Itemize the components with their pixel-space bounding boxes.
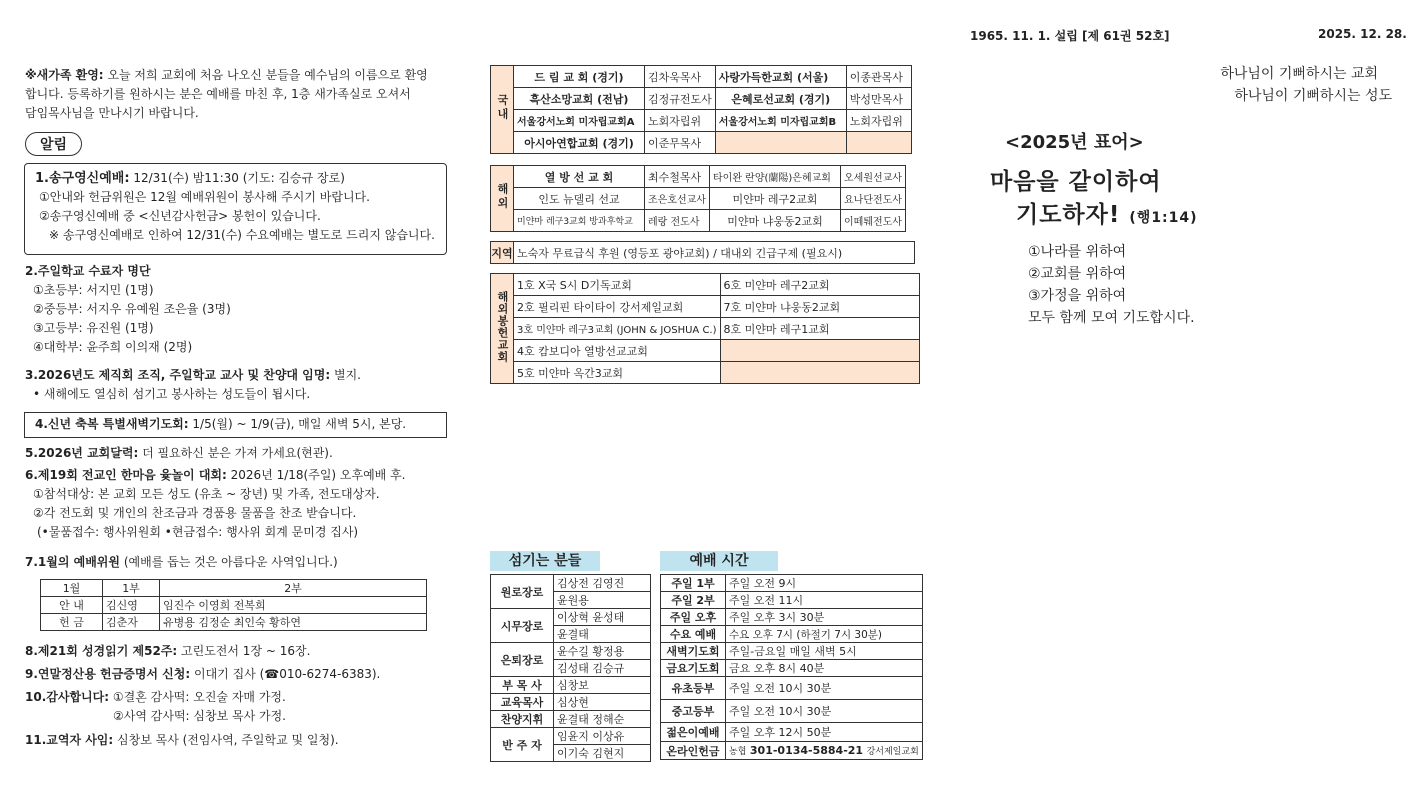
overseas-church: 미얀마 레구3교회 방과후학교 — [514, 210, 645, 232]
server-role: 원로장로 — [491, 575, 554, 609]
domestic-church: 서울강서노회 미자립교회A — [514, 110, 645, 132]
service-time: 주일 오전 10시 30분 — [726, 700, 923, 723]
notice-6-b: ②각 전도회 및 개인의 찬조금과 경품용 물품을 찬조 받습니다. — [33, 506, 357, 520]
notice-3-title: 3.2026년도 제직회 조직, 주일학교 교사 및 찬양대 임명: — [25, 368, 331, 382]
prayer-item: ①나라를 위하여 — [1028, 244, 1127, 260]
server-role: 시무장로 — [491, 609, 554, 643]
overseas-missionary: 오세원선교사 — [841, 166, 906, 188]
motto-line1: 하나님이 기뻐하시는 교회 — [1220, 66, 1378, 82]
service-time: 금요 오후 8시 40분 — [726, 660, 923, 677]
notice-8-title: 8.제21회 성경읽기 제52주: — [25, 644, 178, 658]
ws-p2: 임진수 이영희 전복희 — [160, 597, 427, 614]
mission-church: 6호 미얀마 레구2교회 — [720, 274, 919, 296]
ws-role: 안 내 — [41, 597, 103, 614]
server-names: 윤수길 황정용 — [554, 643, 651, 660]
servers-title: 섬기는 분들 — [490, 551, 600, 571]
ws-header-1: 1부 — [103, 580, 160, 597]
notice-4-text: 1/5(월) ~ 1/9(금), 매일 새벽 5시, 본당. — [192, 417, 407, 431]
welcome-section — [25, 66, 450, 123]
online-owner: 강서제일교회 — [866, 747, 919, 757]
notice-2-a: ①초등부: 서지민 (1명) — [33, 283, 154, 297]
domestic-pastor: 이종관목사 — [846, 66, 911, 88]
server-names: 심창보 — [554, 677, 651, 694]
online-account: 301-0134-5884-21 — [749, 744, 864, 757]
region-text: 노숙자 무료급식 후원 (영등포 광야교회) / 대내외 긴급구제 (필요시) — [514, 242, 915, 264]
domestic-pastor: 노회자립위 — [846, 110, 911, 132]
overseas-church: 타이완 란양(蘭陽)은혜교회 — [710, 166, 841, 188]
notice-10-title: 10.감사합니다: — [25, 690, 110, 704]
domestic-pastor: 이준무목사 — [645, 132, 716, 154]
notice-7-title: 7.1월의 예배위원 — [25, 555, 120, 569]
service-times-table — [660, 574, 923, 760]
service-name: 새벽기도회 — [661, 643, 726, 660]
domestic-church: 사랑가득한교회 (서울) — [715, 66, 846, 88]
motto-main-2-text: 기도하자! — [1016, 202, 1121, 228]
notice-5-title: 5.2026년 교회달력: — [25, 446, 139, 460]
mission-church: 1호 X국 S시 D기독교회 — [514, 274, 721, 296]
notice-8-11 — [25, 642, 450, 750]
server-names: 이기숙 김현지 — [554, 745, 651, 762]
notice-1-box — [24, 163, 447, 255]
notice-3-text: 별지. — [334, 368, 361, 382]
notice-2 — [25, 262, 450, 357]
mission-church: 8호 미얀마 레구1교회 — [720, 318, 919, 340]
service-name: 주일 1부 — [661, 575, 726, 592]
domestic-pastor: 김정규전도사 — [645, 88, 716, 110]
servers-table — [490, 574, 651, 762]
notice-9-text: 이대기 집사 (☎010-6274-6383). — [194, 667, 381, 681]
service-name: 수요 예배 — [661, 626, 726, 643]
service-time: 주일-금요일 매일 새벽 5시 — [726, 643, 923, 660]
ws-p2: 유병용 김정순 최인숙 황하연 — [160, 614, 427, 631]
region-label: 지역 — [491, 242, 514, 264]
welcome-line1: 오늘 저희 교회에 처음 나오신 분들을 예수님의 이름으로 환영 — [107, 68, 428, 82]
notice-2-d: ④대학부: 윤주희 이의재 (2명) — [33, 340, 193, 354]
welcome-line3: 담임목사님을 만나시기 바랍니다. — [25, 106, 199, 120]
service-time: 주일 오후 3시 30분 — [726, 609, 923, 626]
server-role: 반 주 자 — [491, 728, 554, 762]
notice-6-title: 6.제19회 전교인 한마음 윷놀이 대회: — [25, 468, 227, 482]
notice-5-text: 더 필요하신 분은 가져 가세요(현관). — [142, 446, 333, 460]
notice-10-b: ②사역 감사떡: 심창보 목사 가정. — [113, 709, 286, 723]
mission-churches-label: 해외봉헌교회 — [496, 291, 509, 363]
notice-1-a: ①안내와 헌금위원은 12월 예배위원이 봉사해 주시기 바랍니다. — [39, 190, 370, 204]
service-name: 유초등부 — [661, 677, 726, 700]
notice-label: 알림 — [25, 132, 82, 156]
overseas-missionary: 이떼퉤전도사 — [841, 210, 906, 232]
notice-7-text: (예배를 돕는 것은 아름다운 사역입니다.) — [123, 555, 338, 569]
server-names: 윤결태 — [554, 626, 651, 643]
domestic-pastor: 노회자립위 — [645, 110, 716, 132]
region-table — [490, 241, 915, 264]
notice-3 — [25, 366, 450, 404]
domestic-pastor: 박성만목사 — [846, 88, 911, 110]
notice-2-title: 2.주일학교 수료자 명단 — [25, 264, 151, 278]
service-time: 주일 오전 10시 30분 — [726, 677, 923, 700]
domestic-pastor-empty — [846, 132, 911, 154]
domestic-mission-table — [490, 65, 912, 154]
server-names: 임윤지 이상유 — [554, 728, 651, 745]
domestic-pastor: 김차욱목사 — [645, 66, 716, 88]
prayer-item: ③가정을 위하여 — [1028, 288, 1127, 304]
worship-staff-table — [40, 579, 427, 631]
service-name: 주일 2부 — [661, 592, 726, 609]
server-names: 윤결태 정해순 — [554, 711, 651, 728]
notice-1-c: ※ 송구영신예배로 인하여 12/31(수) 수요예배는 별도로 드리지 않습니다. — [49, 228, 435, 242]
domestic-church: 서울강서노회 미자립교회B — [715, 110, 846, 132]
domestic-church: 드 림 교 회 (경기) — [514, 66, 645, 88]
notice-9-title: 9.연말정산용 헌금증명서 신청: — [25, 667, 191, 681]
ws-p1: 김신영 — [103, 597, 160, 614]
prayer-closing: 모두 함께 모여 기도합시다. — [1028, 310, 1195, 326]
server-role: 은퇴장로 — [491, 643, 554, 677]
bulletin-date: 2025. 12. 28. — [1318, 27, 1407, 41]
notice-7 — [25, 553, 450, 572]
notice-1-text: 12/31(수) 밤11:30 (기도: 김승규 장로) — [133, 171, 345, 185]
service-times-title: 예배 시간 — [660, 551, 778, 571]
service-name: 중고등부 — [661, 700, 726, 723]
service-time: 주일 오전 11시 — [726, 592, 923, 609]
server-names: 심상현 — [554, 694, 651, 711]
mission-church-empty — [720, 362, 919, 384]
domestic-church: 아시아연합교회 (경기) — [514, 132, 645, 154]
server-names: 김성태 김승규 — [554, 660, 651, 677]
overseas-church: 열 방 선 교 회 — [514, 166, 645, 188]
mission-church-empty — [720, 340, 919, 362]
notice-1-b: ②송구영신예배 중 <신년감사헌금> 봉헌이 있습니다. — [39, 209, 321, 223]
service-name: 금요기도회 — [661, 660, 726, 677]
domestic-church-empty — [715, 132, 846, 154]
overseas-label: 해외 — [496, 183, 509, 211]
notice-6-text: 2026년 1/18(주일) 오후예배 후. — [230, 468, 406, 482]
service-time: 주일 오전 9시 — [726, 575, 923, 592]
service-name: 주일 오후 — [661, 609, 726, 626]
service-time: 수요 오후 7시 (하절기 7시 30분) — [726, 626, 923, 643]
notice-3-a: • 새해에도 열심히 섬기고 봉사하는 성도들이 됩시다. — [33, 387, 311, 401]
notice-1-title: 1.송구영신예배: — [35, 171, 130, 186]
service-time: 주일 오후 12시 50분 — [726, 723, 923, 742]
mission-church: 2호 필리핀 타이타이 강서제일교회 — [514, 296, 721, 318]
server-role: 부 목 사 — [491, 677, 554, 694]
notice-5-6 — [25, 444, 450, 542]
domestic-church: 흑산소망교회 (전남) — [514, 88, 645, 110]
prayer-item: ②교회를 위하여 — [1028, 266, 1127, 282]
notice-11-text: 심창보 목사 (전임사역, 주일학교 및 일청). — [117, 733, 339, 747]
notice-4-title: 4.신년 축복 특별새벽기도회: — [35, 417, 189, 431]
mission-church: 4호 캄보디아 열방선교교회 — [514, 340, 721, 362]
notice-6-c: (•물품접수: 행사위원회 •현금접수: 행사위 회계 문미경 집사) — [37, 525, 359, 539]
server-names: 윤원용 — [554, 592, 651, 609]
mission-church: 3호 미얀마 레구3교회 (JOHN & JOSHUA C.) — [514, 318, 721, 340]
notice-6-a: ①참석대상: 본 교회 모든 성도 (유초 ~ 장년) 및 가족, 전도대상자. — [33, 487, 380, 501]
notice-8-text: 고린도전서 1장 ~ 16장. — [181, 644, 311, 658]
overseas-church: 인도 뉴델리 선교 — [514, 188, 645, 210]
motto-main-1: 마음을 같이하여 — [990, 169, 1162, 195]
founding-info: 1965. 11. 1. 설립 [제 61권 52호] — [970, 29, 1170, 43]
ws-p1: 김춘자 — [103, 614, 160, 631]
overseas-church: 미얀마 냐웅동2교회 — [710, 210, 841, 232]
prayer-list — [1028, 241, 1195, 329]
ws-header-month: 1월 — [41, 580, 103, 597]
notice-10-a: ①결혼 감사떡: 오진술 자매 가정. — [112, 690, 286, 704]
server-role: 찬양지휘 — [491, 711, 554, 728]
server-names: 김상전 김영진 — [554, 575, 651, 592]
mission-churches-table — [490, 273, 920, 384]
motto-reference: (행1:14) — [1129, 210, 1198, 226]
domestic-label: 국내 — [496, 94, 509, 122]
notice-2-c: ③고등부: 유진원 (1명) — [33, 321, 154, 335]
overseas-missionary: 레랑 전도사 — [645, 210, 710, 232]
notice-4-box — [24, 412, 447, 438]
motto-line2: 하나님이 기뻐하시는 성도 — [1234, 88, 1392, 104]
ws-role: 헌 금 — [41, 614, 103, 631]
welcome-line2: 합니다. 등록하기를 원하시는 분은 예배를 마친 후, 1층 새가족실로 오셔서 — [25, 87, 411, 101]
domestic-church: 은혜로선교회 (경기) — [715, 88, 846, 110]
overseas-mission-table — [490, 165, 906, 232]
overseas-missionary: 최수철목사 — [645, 166, 710, 188]
motto-main-2 — [1016, 196, 1198, 229]
server-names: 이상혁 윤성태 — [554, 609, 651, 626]
notice-2-b: ②중등부: 서지우 유예원 조은율 (3명) — [33, 302, 231, 316]
overseas-missionary: 조은호선교사 — [645, 188, 710, 210]
online-bank: 농협 — [729, 747, 747, 757]
online-offering-label: 온라인헌금 — [661, 742, 726, 760]
service-name: 젊은이예배 — [661, 723, 726, 742]
welcome-title: ※새가족 환영: — [25, 68, 104, 82]
mission-church: 5호 미얀마 옥간3교회 — [514, 362, 721, 384]
overseas-missionary: 요나단전도사 — [841, 188, 906, 210]
overseas-church: 미얀마 레구2교회 — [710, 188, 841, 210]
notice-11-title: 11.교역자 사임: — [25, 733, 114, 747]
server-role: 교육목사 — [491, 694, 554, 711]
mission-church: 7호 미얀마 냐웅동2교회 — [720, 296, 919, 318]
ws-header-2: 2부 — [160, 580, 427, 597]
motto-year: <2025년 표어> — [1005, 132, 1144, 153]
